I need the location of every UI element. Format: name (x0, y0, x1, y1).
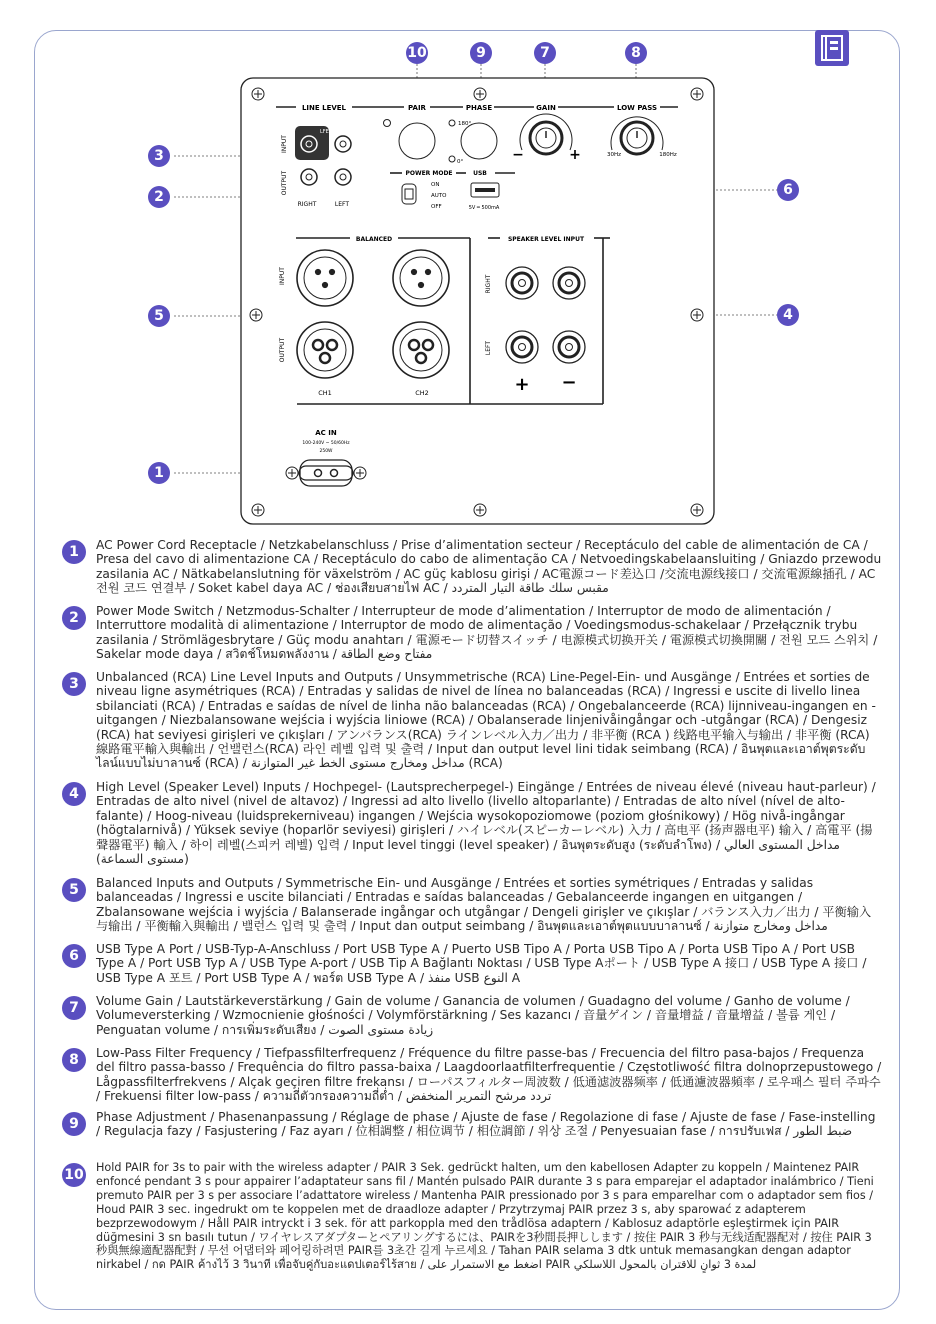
legend-number: 5 (62, 878, 86, 902)
auto-label: AUTO (431, 193, 447, 199)
output-label: OUTPUT (281, 170, 288, 196)
gain-label: GAIN (536, 104, 556, 112)
on-label: ON (431, 182, 440, 188)
gain-plus-label: + (569, 147, 581, 163)
line-level-label: LINE LEVEL (301, 104, 347, 112)
lp-max-label: 180Hz (659, 152, 677, 158)
bal-output-label: OUTPUT (279, 337, 286, 363)
legend-text: USB Type A Port / USB-Typ-A-Anschluss / Port USB Type A / Puerto USB Tipo A / Porta USB Tipo A / Porta USB Tipo A / Port USB Type A / Port USB Typ A / USB Type A-port / USB Tip A Bağlantı Noktası / USB Type Aポート / USB Type A 接口 / USB Type A 接口 / USB Type A 포트 / Port USB Type A / พอร์ต USB Type A / منفذ USB النوع A (96, 942, 867, 985)
phase-180-label: 180° (458, 121, 472, 127)
callout-8: 8 (625, 42, 647, 64)
input-label: INPUT (281, 135, 288, 153)
legend-number: 8 (62, 1048, 86, 1072)
legend-number: 6 (62, 944, 86, 968)
ac-in-label: AC IN (315, 429, 337, 437)
speaker-level-input-label: SPEAKER LEVEL INPUT (507, 236, 585, 243)
ch2-label: CH2 (415, 389, 429, 397)
callout-7: 7 (534, 42, 556, 64)
lfe-label: LFE (320, 129, 329, 135)
spk-minus-label: − (561, 372, 577, 393)
legend-text: Phase Adjustment / Phasenanpassung / Réglage de phase / Ajuste de fase / Regolazione di fase / Ajuste de fase / Fase-instelling / Regulacja fazy / Fasjustering / Faz ayarı / 位相調整 / 相位调节 / 相位調節 / 위상 조절 / Penyesuaian fase / การปรับเฟส / ضبط الطور (96, 1110, 876, 1139)
low-pass-label: LOW PASS (617, 104, 657, 112)
callout-1: 1 (148, 462, 170, 484)
legend-text: Volume Gain / Lautstärkeverstärkung / Gain de volume / Ganancia de volumen / Guadagno del volume / Ganho de volume / Volumeversterking / Wzmocnienie głośności / Volymförstärkning / Ses kazancı / 音量ゲイン / 音量增益 / 音量增益 / 볼륨 게인 / Penguatan volume / การเพิ่มระดับเสียง / زيادة مستوى الصوت (96, 994, 850, 1037)
callout-5: 5 (148, 305, 170, 327)
legend-number: 3 (62, 672, 86, 696)
legend-text: Unbalanced (RCA) Line Level Inputs and Outputs / Unsymmetrische (RCA) Line-Pegel-Ein- und Ausgänge / Entrées et sorties de niveau ligne asymétriques (RCA) / Entradas y salidas de nivel de línea no balanceadas (RCA) / Ingressi e uscite di livello linea sbilanciati (RCA) / Entradas e saídas de nível de linha não balanceadas (RCA) / Ongebalanceerde (RCA) lijnniveau-ingangen en -uitgangen / Niezbalansowane wejścia i wyjścia liniowe (RCA) / Obalanserade linjenivåingångar och -utgångar (RCA) / Dengesiz (RCA) hat seviyesi girişleri ve çıkışları / アンバランス(RCA) ラインレベル入力／出力 / 非平衡 (RCA ) 线路电平输入与输出 / 非平衡 (RCA) 線路電平輸入與輸出 / 언밸런스(RCA) 라인 레벨 입력 및 출력 / Input dan output level lini tidak seimbang (RCA) / อินพุตและเอาต์พุตระดับไลน์แบบไม่บาลานซ์ (RCA) / مداخل ومخارج مستوى الخط غير المتوازنة (RCA) (96, 670, 876, 771)
legend-text: High Level (Speaker Level) Inputs / Hochpegel- (Lautsprecherpegel-) Eingänge / Entrées de niveau élevé (niveau haut-parleur) / Entradas de alto nivel (nivel de altavoz) / Ingressi ad alto livello (livello altoparlante) / Entradas de alto nível (nível de alto-falante) / Hoog-niveau (luidsprekerniveau) ingangen / Wejścia wysokopoziomowe (poziom głośnikowy) / Hög nivå-ingångar (högtalarnivå) / Yüksek seviye (hoparlör seviyesi) girişleri / ハイレベル(スピーカーレベル) 入力 / 高电平 (扬声器电平) 输入 / 高電平 (揚聲器電平) 輸入 / 하이 레벨(스피커 레벨) 입력 / Input level tinggi (level speaker) / อินพุตระดับสูง (ระดับลำโพง) / مداخل المستوى العالي (مستوى السماعة) (96, 780, 876, 867)
callout-6: 6 (777, 179, 799, 201)
callout-9: 9 (470, 42, 492, 64)
lp-min-label: 30Hz (606, 152, 622, 158)
legend-number: 1 (62, 540, 86, 564)
legend-number: 9 (62, 1112, 86, 1136)
usb-label: USB (473, 170, 487, 177)
legend-number: 4 (62, 782, 86, 806)
usb-rating-label: 5V ═ 500mA (468, 205, 500, 211)
legend-number: 2 (62, 606, 86, 630)
ac-power-label: 250W (319, 449, 333, 454)
right-label: RIGHT (297, 201, 317, 208)
balanced-label: BALANCED (355, 236, 393, 243)
ch1-label: CH1 (318, 389, 332, 397)
legend-number: 7 (62, 996, 86, 1020)
off-label: OFF (431, 204, 442, 210)
amplifier-panel (0, 0, 936, 540)
left-label: LEFT (334, 201, 350, 208)
callout-3: 3 (148, 145, 170, 167)
phase-0-label: 0° (457, 159, 464, 165)
pair-label: PAIR (408, 104, 426, 112)
legend-number: 10 (62, 1163, 86, 1187)
phase-label: PHASE (465, 104, 493, 112)
ac-voltage-label: 100-240V ~ 50/60Hz (302, 441, 350, 446)
callout-4: 4 (777, 304, 799, 326)
legend-text: Power Mode Switch / Netzmodus-Schalter / Interrupteur de mode d’alimentation / Interruptor de modo de alimentación / Interruttore modalità di alimentazione / Interruptor de modo de alimentação / Voedingsmodus-schakelaar / Przełącznik trybu zasilania / Strömlägesbrytare / Güç modu anahtarı / 電源モード切替スイッチ / 电源模式切换开关 / 電源模式切換開關 / 전원 모드 스위치 / Sakelar mode daya / สวิตช์โหมดพลังงาน / مفتاح وضع الطاقة (96, 604, 878, 662)
legend-text: Balanced Inputs and Outputs / Symmetrische Ein- und Ausgänge / Entrées et sorties symétriques / Entradas y salidas balanceadas / Ingressi e uscite bilanciati / Entradas e saídas balanceadas / Gebalanceerde ingangen en uitgangen / Zbalansowane wejścia i wyjścia / Balanserade ingångar och utgångar / Dengeli girişler ve çıkışlar / バランス入力／出力 / 平衡输入与输出 / 平衡輸入與輸出 / 밸런스 입력 및 출력 / Input dan output seimbang / อินพุตและเอาต์พุตแบบบาลานซ์ / مداخل ومخارج متوازنة (96, 876, 872, 934)
power-mode-label: POWER MODE (405, 170, 453, 177)
callout-10: 10 (406, 42, 428, 64)
callout-2: 2 (148, 186, 170, 208)
spk-left-label: LEFT (485, 340, 492, 356)
legend-text: Hold PAIR for 3s to pair with the wireless adapter / PAIR 3 Sek. gedrückt halten, um den kabellosen Adapter zu koppeln / Maintenez PAIR enfoncé pendant 3 s pour appairer l’adaptateur sans fil / Mantén pulsado PAIR durante 3 s para emparejar el adaptador inalámbrico / Tieni premuto PAIR per 3 s per associare l’adattatore wireless / Mantenha PAIR pressionado por 3 s para emparelhar com o adaptador sem fios / Houd PAIR 3 sec. ingedrukt om te koppelen met de draadloze adapter / Przytrzymaj PAIR przez 3 s, aby sparować z adapterem bezprzewodowym / Håll PAIR intryckt i 3 sek. för att parkoppla med den trådlösa adaptern / Kablosuz adaptörle eşleştirmek için PAIR düğmesini 3 sn basılı tutun / ワイヤレスアダプターとペアリングするには、PAIRを3秒間長押しします / 按住 PAIR 3 秒与无线适配器配对 / 按住 PAIR 3 秒與無線適配器配對 / 무선 어댑터와 페어링하려면 PAIR를 3초간 길게 누르세요 / Tahan PAIR selama 3 dtk untuk memasangkan dengan adaptor nirkabel / กด PAIR ค้างไว้ 3 วินาที เพื่อจับคู่กับอะแดปเตอร์ไร้สาย / اضغط مع الاستمرار على PAIR لمدة 3 ثوانٍ للاقتران بالمحول اللاسلكي (96, 1161, 874, 1272)
spk-right-label: RIGHT (485, 274, 492, 294)
bal-input-label: INPUT (279, 267, 286, 285)
legend-text: AC Power Cord Receptacle / Netzkabelanschluss / Prise d’alimentation secteur / Receptáculo del cable de alimentación de CA / Presa del cavo di alimentazione CA / Receptáculo do cabo de alimentação CA / Netvoedingskabelaansluiting / Gniazdo przewodu zasilania AC / Nätkabelanslutning för växelström / AC güç kablosu girişi / AC電源コード差込口 /交流电源线接口 / 交流電源線插孔 / AC 전원 코드 연결부 / Soket kabel daya AC / ช่องเสียบสายไฟ AC / مقبس سلك طاقة التيار المتردد (96, 538, 882, 596)
spk-plus-label: + (514, 374, 530, 395)
gain-minus-label: − (512, 147, 524, 163)
legend-text: Low-Pass Filter Frequency / Tiefpassfilterfrequenz / Fréquence du filtre passe-bas / Frecuencia del filtro pasa-bajos / Frequenza del filtro passa-basso / Frequência do filtro passa-baixa / Laagdoorlaatfilterfrequentie / Częstotliwość filtra dolnoprzepustowego / Lågpassfilterfrekvens / Alçak geçiren filtre frekansı / ローパスフィルター周波数 / 低通滤波器频率 / 低通濾波器頻率 / 로우패스 필터 주파수 / Frekuensi filter low-pass / ความถี่ตัวกรองความถี่ต่ำ / تردد مرشح التمرير المنخفض (96, 1046, 882, 1104)
